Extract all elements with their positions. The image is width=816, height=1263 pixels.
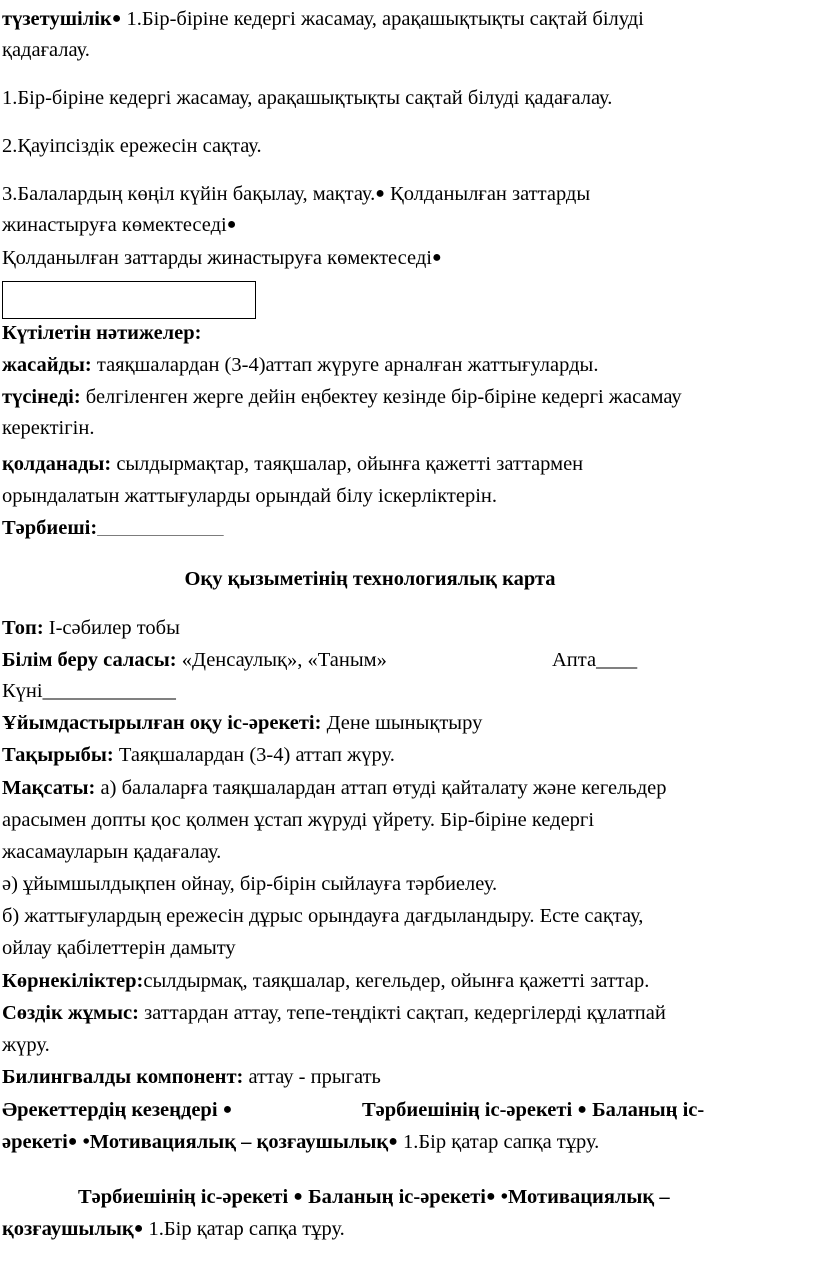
bullet-icon: ● <box>388 1133 398 1150</box>
text: Қолданылған заттарды <box>384 183 591 205</box>
value: белгіленген жерге дейін еңбектеу кезінде бір-біріне кедергі жасамау <box>80 386 682 408</box>
vocabulary-cont: жүру. <box>2 1034 50 1056</box>
goal-c-cont: ойлау қабілеттерін дамыту <box>2 937 236 959</box>
expected-item-2 <box>2 382 682 413</box>
week-field: Апта____ <box>552 649 638 671</box>
area-row <box>2 645 387 676</box>
bullet-icon: ● <box>577 1101 587 1118</box>
key: Мақсаты: <box>2 777 96 799</box>
bullet-icon: ● <box>431 249 442 266</box>
group-row <box>2 613 180 644</box>
visual-aids-row <box>2 966 649 997</box>
expected-item-1 <box>2 350 598 381</box>
value: а) балаларға таяқшалардан аттап өтуді қайталату және кегельдер <box>95 777 667 799</box>
goal-row <box>2 773 666 804</box>
last-row-cont <box>2 1214 345 1246</box>
stages-row <box>2 1095 232 1127</box>
vocabulary-row <box>2 998 666 1029</box>
bullet-icon: ● <box>485 1188 496 1205</box>
card-title: Оқу қызыметінің технологиялық карта <box>184 568 556 590</box>
paragraph-1: 1.Бір-біріне кедергі жасамау, арақашықтықты сақтай білуді қадағалау. <box>2 87 613 109</box>
text: Қолданылған заттарды жинастыруға көмектеседі <box>2 247 432 269</box>
bullet-icon: ● <box>67 1133 78 1150</box>
child-action-label: Баланың іс-әрекеті <box>302 1186 486 1208</box>
value: І-сәбилер тобы <box>43 617 180 639</box>
stages-label: Әрекеттердің кезеңдері <box>2 1099 223 1121</box>
text: 1.Бір қатар сапқа тұру. <box>143 1218 345 1240</box>
stages-row-cont <box>2 1127 599 1159</box>
key: қолданады: <box>2 453 112 475</box>
text: 1.Бір-біріне кедергі жасамау, арақашықтықты сақтай білуді <box>121 8 644 30</box>
expected-item-3-cont: орындалатын жаттығуларды орындай білу іскерліктерін. <box>2 485 498 507</box>
paragraph-4 <box>2 243 442 275</box>
value: «Денсаулық», «Таным» <box>176 649 387 671</box>
value: таяқшалардан (3-4)аттап жүруге арналған жаттығуларды. <box>91 354 599 376</box>
empty-text-box <box>2 281 256 319</box>
goal-cont-2: жасамауларын қадағалау. <box>2 841 222 863</box>
signature-blank: _______________________ <box>97 525 224 537</box>
goal-cont-1: арасымен допты қос қолмен ұстап жүруді үйрету. Бір-біріне кедергі <box>2 809 595 831</box>
key: Көрнекіліктер: <box>2 970 144 992</box>
day-field: Күні_____________ <box>2 680 176 702</box>
bullet-icon: ● <box>133 1220 144 1237</box>
stages-row-right <box>362 1095 704 1127</box>
teacher-action-label: Тәрбиешінің іс-әрекеті <box>78 1186 294 1208</box>
value: заттардан аттау, тепе-теңдікті сақтап, кедергілерді құлатпай <box>138 1002 666 1024</box>
motivation-label: •Мотивациялық – <box>495 1186 670 1208</box>
key: Топ: <box>2 617 44 639</box>
teacher-line <box>2 513 224 547</box>
key: жасайды: <box>2 354 92 376</box>
paragraph-2: 2.Қауіпсіздік ережесін сақтау. <box>2 135 262 157</box>
text: қозғаушылық <box>2 1218 134 1240</box>
bullet-icon: ● <box>293 1188 303 1205</box>
line: қадағалау. <box>2 39 90 61</box>
key: Білім беру саласы: <box>2 649 177 671</box>
key: Сөздік жұмыс: <box>2 1002 139 1024</box>
value: аттау - прыгать <box>243 1066 381 1088</box>
expected-item-2-cont: керектігін. <box>2 417 95 439</box>
value: сылдырмақтар, таяқшалар, ойынға қажетті заттармен <box>111 453 584 475</box>
text: 1.Бір қатар сапқа тұру. <box>397 1131 600 1153</box>
correction-label: түзетушілік <box>2 8 112 30</box>
bullet-icon: ● <box>375 185 385 202</box>
activity-row <box>2 708 482 739</box>
bullet-icon: ● <box>226 216 237 233</box>
text: жинастыруға көмектеседі <box>2 214 227 236</box>
paragraph-3 <box>2 179 590 211</box>
text: 3.Балалардың көңіл күйін бақылау, мақтау. <box>2 183 376 205</box>
key: Билингвалды компонент: <box>2 1066 244 1088</box>
value: Таяқшалардан (3-4) аттап жүру. <box>113 744 395 766</box>
line-correction <box>2 4 644 36</box>
teacher-label: Тәрбиеші: <box>2 517 98 539</box>
text: әрекеті <box>2 1131 68 1153</box>
bullet-icon: ● <box>222 1101 233 1118</box>
key: Тақырыбы: <box>2 744 114 766</box>
value: сылдырмақ, таяқшалар, кегельдер, ойынға қажетті заттар. <box>143 970 650 992</box>
bilingual-row <box>2 1062 381 1093</box>
key: түсінеді: <box>2 386 81 408</box>
value: Дене шынықтыру <box>321 712 483 734</box>
goal-c: б) жаттығулардың ережесін дұрыс орындауға дағдыландыру. Есте сақтау, <box>2 905 644 927</box>
last-row <box>78 1182 670 1214</box>
motivation-label: •Мотивациялық – қозғаушылық <box>77 1131 389 1153</box>
expected-results-heading: Күтілетін нәтижелер: <box>2 322 202 344</box>
expected-item-3 <box>2 449 583 480</box>
child-action-label: Баланың іс- <box>586 1099 705 1121</box>
paragraph-3-cont <box>2 210 236 242</box>
key: Ұйымдастырылған оқу іс-әрекеті: <box>2 712 322 734</box>
goal-b: ә) ұйымшылдықпен ойнау, бір-бірін сыйлауға тәрбиелеу. <box>2 873 498 895</box>
bullet-icon: ● <box>111 10 122 27</box>
topic-row <box>2 740 395 771</box>
teacher-action-label: Тәрбиешінің іс-әрекеті <box>362 1099 578 1121</box>
